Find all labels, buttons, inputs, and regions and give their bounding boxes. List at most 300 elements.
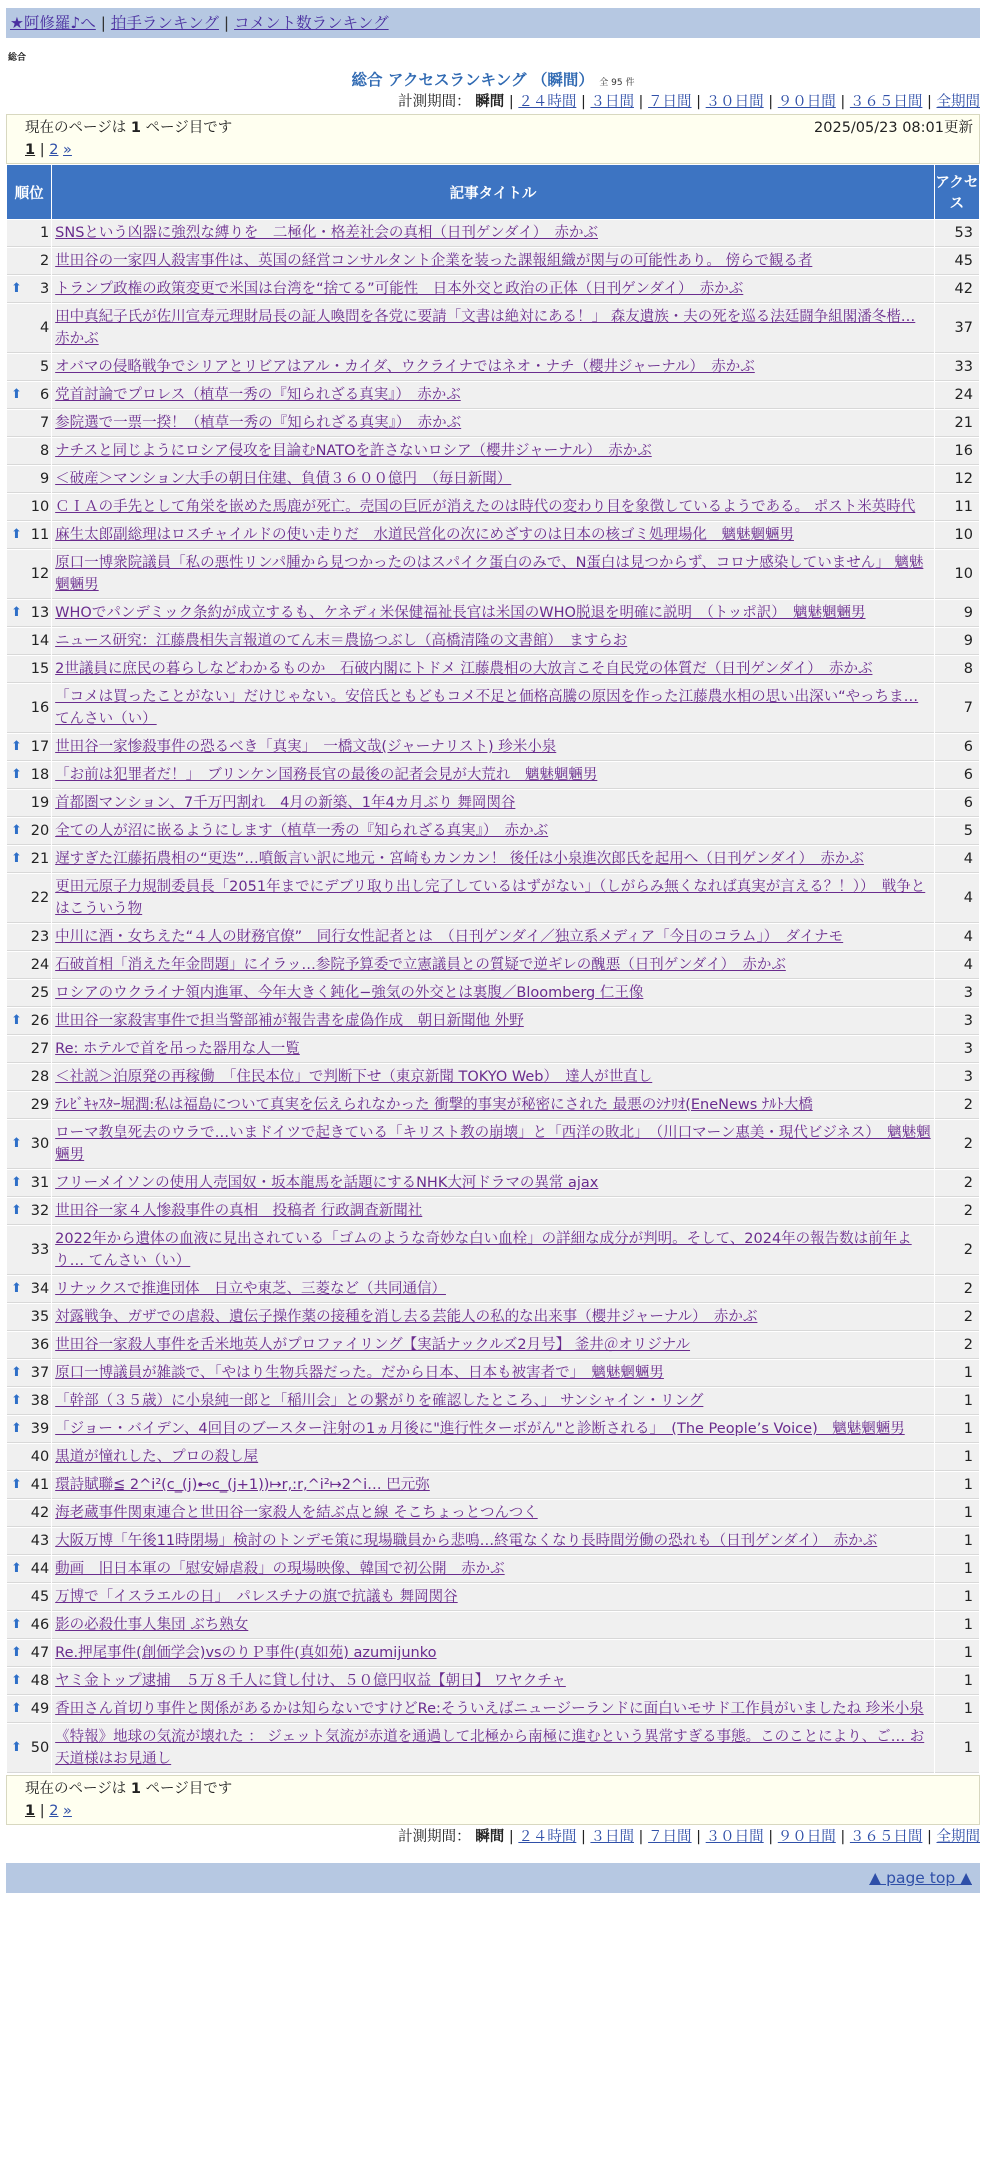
- access-count: 1: [935, 1528, 979, 1555]
- access-count: 1: [935, 1640, 979, 1667]
- rank-up-icon: ⬆: [11, 1281, 22, 1296]
- title-cell: [52, 790, 934, 817]
- rank-cell: [7, 494, 51, 521]
- page-2-link[interactable]: 2: [49, 1803, 59, 1819]
- article-link[interactable]: 石破首相「消えた年金問題」にイラッ…参院予算委で立憲議員との質疑で逆ギレの醜悪（日刊ゲンダイ） 赤かぶ: [55, 957, 786, 973]
- article-link[interactable]: 世田谷一家殺害事件で担当警部補が報告書を虚偽作成 朝日新聞他 外野: [55, 1013, 524, 1029]
- rank-cell: [7, 1008, 51, 1035]
- article-link[interactable]: トランプ政権の政策変更で米国は台湾を“捨てる”可能性 日本外交と政治の正体（日刊ゲンダイ） 赤かぶ: [55, 281, 744, 297]
- article-link[interactable]: 麻生太郎副総理はロスチャイルドの使い走りだ 水道民営化の次にめざすのは日本の核ゴミ処理場化 魑魅魍魎男: [55, 527, 794, 543]
- table-row: [7, 1332, 979, 1359]
- rank-up-icon: ⬆: [11, 1673, 22, 1688]
- rank-number: 22: [30, 890, 50, 906]
- table-row: [7, 382, 979, 409]
- access-count: 2: [935, 1226, 979, 1275]
- period-all-link[interactable]: 全期間: [936, 1829, 980, 1845]
- article-link[interactable]: 参院選で一票一揆！（植草一秀の『知られざる真実』） 赤かぶ: [55, 415, 462, 431]
- top-nav-bar: [6, 8, 980, 38]
- period-3d-link[interactable]: ３日間: [590, 94, 634, 110]
- access-count: 1: [935, 1556, 979, 1583]
- home-link[interactable]: ★阿修羅♪へ: [10, 14, 96, 32]
- article-link[interactable]: リナックスで推進団体 日立や東芝、三菱など（共同通信）: [55, 1281, 446, 1297]
- rank-number: 36: [30, 1337, 50, 1353]
- rank-up-icon: ⬆: [11, 1561, 22, 1576]
- comment-ranking-link[interactable]: コメント数ランキング: [234, 14, 389, 32]
- rank-up-icon: ⬆: [11, 527, 22, 542]
- table-row: [7, 1584, 979, 1611]
- table-row: [7, 1472, 979, 1499]
- pager-bottom: 現在のページは 1 ページ目です 1 | 2 »: [6, 1775, 980, 1825]
- title-cell: [52, 1120, 934, 1169]
- article-link[interactable]: ﾃﾚﾋﾞｷｬｽﾀｰ堀潤:私は福島について真実を伝えられなかった 衝撃的事実が秘密にされた 最悪のｼﾅﾘｵ(EneNews ﾅﾙﾄ大橋: [55, 1097, 813, 1113]
- period-7d-link[interactable]: ７日間: [648, 94, 692, 110]
- rank-number: 37: [30, 1365, 50, 1381]
- rank-number: 31: [30, 1175, 50, 1191]
- title-cell: [52, 1696, 934, 1723]
- title-cell: [52, 410, 934, 437]
- title-cell: [52, 1528, 934, 1555]
- rank-column-header: 順位: [7, 165, 51, 219]
- article-link[interactable]: 更田元原子力規制委員長「2051年までにデブリ取り出し完了しているはずがない」（しがらみ無くなれば真実が言える？！）） 戦争とはこういう物: [55, 879, 926, 917]
- article-link[interactable]: 海老蔵事件関東連合と世田谷一家殺人を結ぶ点と線 そこちょっとつんつく: [55, 1505, 538, 1521]
- table-row: [7, 276, 979, 303]
- title-cell: [52, 220, 934, 247]
- article-link[interactable]: ニュース研究：江藤農相失言報道のてん末＝農協つぶし（高橋清隆の文書館） ますらお: [55, 633, 628, 649]
- title-cell: [52, 276, 934, 303]
- access-count: 2: [935, 1304, 979, 1331]
- rank-cell: [7, 874, 51, 923]
- access-count: 10: [935, 550, 979, 599]
- table-row: [7, 790, 979, 817]
- table-row: [7, 466, 979, 493]
- rank-cell: [7, 438, 51, 465]
- article-link[interactable]: 影の必殺仕事人集団 ぶち熟女: [55, 1617, 249, 1633]
- rank-cell: [7, 1388, 51, 1415]
- article-link[interactable]: フリーメイソンの使用人売国奴・坂本龍馬を話題にするNHK大河ドラマの異常 ajax: [55, 1175, 599, 1191]
- rank-number: 13: [30, 605, 50, 621]
- rank-number: 18: [30, 767, 50, 783]
- article-link[interactable]: ナチスと同じようにロシア侵攻を目論むNATOを許さないロシア（櫻井ジャーナル） 赤かぶ: [55, 443, 652, 459]
- title-cell: [52, 1360, 934, 1387]
- article-link[interactable]: 「幹部（３５歳）に小泉純一郎と「稲川会」との繋がりを確認したところ、」 サンシャイン・リング: [55, 1393, 704, 1409]
- rank-cell: [7, 1226, 51, 1275]
- period-30d-link[interactable]: ３０日間: [705, 1829, 764, 1845]
- rank-number: 50: [30, 1740, 50, 1756]
- category-label: 総合: [8, 53, 27, 63]
- rank-number: 15: [30, 661, 50, 677]
- period-24h-link[interactable]: ２４時間: [518, 94, 577, 110]
- rank-number: 10: [30, 499, 50, 515]
- rank-cell: [7, 684, 51, 733]
- access-count: 1: [935, 1724, 979, 1773]
- access-count: 9: [935, 600, 979, 627]
- rank-number: 16: [30, 700, 50, 716]
- article-link[interactable]: ＜破産＞マンション大手の朝日住建、負債３６００億円 （毎日新聞）: [55, 471, 512, 487]
- access-count: 45: [935, 248, 979, 275]
- table-row: [7, 410, 979, 437]
- rank-up-icon: ⬆: [11, 1645, 22, 1660]
- access-count: 4: [935, 952, 979, 979]
- period-all-link[interactable]: 全期間: [936, 94, 980, 110]
- rank-cell: [7, 1612, 51, 1639]
- table-row: [7, 924, 979, 951]
- rank-cell: [7, 1036, 51, 1063]
- article-link[interactable]: Re.押尾事件(創価学会)vsのりＰ事件(真如苑) azumijunko: [55, 1645, 437, 1661]
- access-count: 7: [935, 684, 979, 733]
- article-link[interactable]: ヤミ金トップ逮捕 ５万８千人に貸し付け、５０億円収益【朝日】 ワヤクチャ: [55, 1673, 566, 1689]
- rank-cell: [7, 550, 51, 599]
- table-row: [7, 248, 979, 275]
- rank-cell: [7, 304, 51, 353]
- access-count: 1: [935, 1472, 979, 1499]
- title-cell: [52, 628, 934, 655]
- title-cell: [52, 1556, 934, 1583]
- title-cell: [52, 734, 934, 761]
- rank-cell: [7, 818, 51, 845]
- table-row: [7, 874, 979, 923]
- article-link[interactable]: 遅すぎた江藤拓農相の“更迭”…噴飯言い訳に地元・宮崎もカンカン！ 後任は小泉進次郎氏を起用へ（日刊ゲンダイ） 赤かぶ: [55, 851, 864, 867]
- rank-cell: [7, 1416, 51, 1443]
- article-link[interactable]: SNSという凶器に強烈な縛りを 二極化・格差社会の真相（日刊ゲンダイ） 赤かぶ: [55, 225, 599, 241]
- table-row: [7, 1528, 979, 1555]
- rank-up-icon: ⬆: [11, 767, 22, 782]
- title-cell: [52, 1092, 934, 1119]
- period-current: 瞬間: [475, 1829, 505, 1845]
- article-link[interactable]: ローマ教皇死去のウラで…いまドイツで起きている「キリスト教の崩壊」と「西洋の敗北」 （川口マーン惠美・現代ビジネス） 魑魅魍魎男: [55, 1125, 931, 1163]
- title-cell: [52, 1036, 934, 1063]
- table-row: [7, 1612, 979, 1639]
- table-row: [7, 980, 979, 1007]
- bottom-bar: [6, 1863, 980, 1893]
- rank-cell: [7, 952, 51, 979]
- rank-number: 11: [30, 527, 50, 543]
- access-count: 4: [935, 924, 979, 951]
- period-7d-link[interactable]: ７日間: [648, 1829, 692, 1845]
- ranking-table-body: [7, 220, 979, 1773]
- table-row: [7, 522, 979, 549]
- title-cell: [52, 924, 934, 951]
- period-3d-link[interactable]: ３日間: [590, 1829, 634, 1845]
- rank-number: 35: [30, 1309, 50, 1325]
- rank-cell: [7, 1120, 51, 1169]
- article-link[interactable]: 環詩賦聯≦ 2^i²(c_(j)⊷c_(j+1))↦r,:r,^i²↦2^i… 巴元弥: [55, 1477, 430, 1493]
- period-90d-link[interactable]: ９０日間: [777, 94, 836, 110]
- table-row: [7, 1036, 979, 1063]
- title-cell: [52, 354, 934, 381]
- title-cell: [52, 1444, 934, 1471]
- title-cell: [52, 1008, 934, 1035]
- table-row: [7, 684, 979, 733]
- rank-number: 2: [39, 253, 50, 269]
- article-link[interactable]: 2022年から遺体の血液に見出されている「ゴムのような奇妙な白い血栓」の詳細な成分が判明。そして、2024年の報告数は前年より… てんさい（い）: [55, 1231, 912, 1269]
- table-row: [7, 1304, 979, 1331]
- access-count: 11: [935, 494, 979, 521]
- rank-up-icon: ⬆: [11, 823, 22, 838]
- title-cell: [52, 874, 934, 923]
- access-count: 6: [935, 762, 979, 789]
- rank-up-icon: ⬆: [11, 1365, 22, 1380]
- article-link[interactable]: 田中真紀子氏が佐川宣寿元理財局長の証人喚問を各党に要請「文書は絶対にある！」 森友遺族・夫の死を巡る法廷闘争組閣潘冬楷… 赤かぶ: [55, 309, 916, 347]
- rank-cell: [7, 1198, 51, 1225]
- article-link[interactable]: ロシアのウクライナ領内進軍、今年大きく鈍化−強気の外交とは裏腹／Bloomberg 仁王像: [55, 985, 644, 1001]
- page-title: [6, 68, 980, 90]
- rank-up-icon: ⬆: [11, 1477, 22, 1492]
- article-link[interactable]: WHOでパンデミック条約が成立するも、ケネディ米保健福祉長官は米国のWHO脱退を明確に説明 （トッポ訳） 魑魅魍魎男: [55, 605, 866, 621]
- rank-up-icon: ⬆: [11, 1740, 22, 1755]
- rank-number: 8: [39, 443, 50, 459]
- rank-number: 34: [30, 1281, 50, 1297]
- table-row: [7, 1276, 979, 1303]
- current-page-text: 現在のページは 1 ページ目です: [25, 1781, 233, 1797]
- title-cell: [52, 656, 934, 683]
- rank-cell: [7, 1640, 51, 1667]
- table-row: [7, 220, 979, 247]
- article-link[interactable]: 2世議員に庶民の暮らしなどわかるものか 石破内閣にトドメ 江藤農相の大放言こそ自民党の体質だ（日刊ゲンダイ） 赤かぶ: [55, 661, 873, 677]
- access-count: 4: [935, 846, 979, 873]
- article-link[interactable]: 大阪万博「午後11時閉場」検討のトンデモ策に現場職員から悲鳴…終電なくなり長時間労働の恐れも（日刊ゲンダイ） 赤かぶ: [55, 1533, 878, 1549]
- article-link[interactable]: 世田谷一家殺人事件を舌米地英人がプロファイリング【実話ナックルズ2月号】 釜井＠オリジナル: [55, 1337, 691, 1353]
- title-cell: [52, 1226, 934, 1275]
- article-link[interactable]: オバマの侵略戦争でシリアとリビアはアル・カイダ、ウクライナではネオ・ナチ（櫻井ジャーナル） 赤かぶ: [55, 359, 755, 375]
- table-row: [7, 354, 979, 381]
- rank-number: 27: [30, 1041, 50, 1057]
- rank-number: 24: [30, 957, 50, 973]
- page-1-link[interactable]: 1: [25, 1803, 36, 1819]
- rank-number: 49: [30, 1701, 50, 1717]
- table-row: [7, 494, 979, 521]
- table-row: [7, 1668, 979, 1695]
- rank-number: 40: [30, 1449, 50, 1465]
- article-link[interactable]: 首都圏マンション、7千万円割れ 4月の新築、1年4カ月ぶり 舞岡関谷: [55, 795, 516, 811]
- rank-cell: [7, 656, 51, 683]
- article-link[interactable]: 万博で「イスラエルの日」 パレスチナの旗で抗議も 舞岡関谷: [55, 1589, 458, 1605]
- clap-ranking-link[interactable]: 拍手ランキング: [110, 14, 219, 32]
- article-link[interactable]: ＜社説＞泊原発の再稼働 「住民本位」で判断下せ（東京新聞 TOKYO Web） 達人が世直し: [55, 1069, 653, 1085]
- rank-cell: [7, 1064, 51, 1091]
- rank-cell: [7, 1584, 51, 1611]
- article-link[interactable]: 世田谷の一家四人殺害事件は、英国の経営コンサルタント企業を装った課報組織が関与の可能性あり。 傍らで観る者: [55, 253, 813, 269]
- article-link[interactable]: 世田谷一家惨殺事件の恐るべき「真実」 一橋文哉(ジャーナリスト) 珍米小泉: [55, 739, 557, 755]
- article-link[interactable]: ＣＩＡの手先として角栄を嵌めた馬鹿が死亡。売国の巨匠が消えたのは時代の変わり目を象徴しているようである。 ポスト米英時代: [55, 499, 916, 515]
- rank-cell: [7, 522, 51, 549]
- article-link[interactable]: 中川に酒・女ちえた“４人の財務官僚” 同行女性記者とは （日刊ゲンダイ／独立系メディア「今日のコラム」） ダイナモ: [55, 929, 844, 945]
- title-cell: [52, 466, 934, 493]
- title-cell: [52, 1612, 934, 1639]
- rank-cell: [7, 276, 51, 303]
- updated-timestamp: 2025/05/23 08:01更新: [814, 120, 973, 136]
- rank-number: 6: [39, 387, 50, 403]
- current-page-text: 現在のページは 1 ページ目です: [25, 120, 233, 136]
- rank-number: 9: [39, 471, 50, 487]
- access-count: 10: [935, 522, 979, 549]
- rank-cell: [7, 1556, 51, 1583]
- rank-number: 3: [39, 281, 50, 297]
- period-current: 瞬間: [475, 94, 505, 110]
- title-cell: [52, 1064, 934, 1091]
- title-cell: [52, 494, 934, 521]
- title-cell: [52, 1500, 934, 1527]
- article-link[interactable]: 「ジョー・バイデン、4回目のブースター注射の1ヵ月後に"進行性ターボがん"と診断される」 (The People’s Voice) 魑魅魍魎男: [55, 1421, 905, 1437]
- table-row: [7, 1008, 979, 1035]
- period-365d-link[interactable]: ３６５日間: [849, 94, 923, 110]
- rank-number: 23: [30, 929, 50, 945]
- rank-cell: [7, 600, 51, 627]
- article-link[interactable]: 黒道が憧れした、プロの殺し屋: [55, 1449, 259, 1465]
- article-link[interactable]: Re: ホテルで首を吊った器用な人一覧: [55, 1041, 300, 1057]
- table-row: [7, 1198, 979, 1225]
- rank-cell: [7, 846, 51, 873]
- rank-number: 5: [39, 359, 50, 375]
- page-1-link[interactable]: 1: [25, 142, 36, 158]
- table-row: [7, 1724, 979, 1773]
- rank-cell: [7, 220, 51, 247]
- table-row: [7, 818, 979, 845]
- period-30d-link[interactable]: ３０日間: [705, 94, 764, 110]
- access-count: 3: [935, 1064, 979, 1091]
- access-count: 3: [935, 980, 979, 1007]
- title-cell: [52, 304, 934, 353]
- rank-number: 48: [30, 1673, 50, 1689]
- access-count: 33: [935, 354, 979, 381]
- title-cell: [52, 684, 934, 733]
- period-365d-link[interactable]: ３６５日間: [849, 1829, 923, 1845]
- rank-cell: [7, 1360, 51, 1387]
- title-cell: [52, 1640, 934, 1667]
- ranking-table: [6, 164, 980, 1774]
- table-row: [7, 1226, 979, 1275]
- article-link[interactable]: 「お前は犯罪者だ！」 ブリンケン国務長官の最後の記者会見が大荒れ 魑魅魍魎男: [55, 767, 598, 783]
- access-count: 1: [935, 1500, 979, 1527]
- table-row: [7, 734, 979, 761]
- rank-number: 14: [30, 633, 50, 649]
- nav-separator: |: [223, 14, 230, 32]
- rank-number: 29: [30, 1097, 50, 1113]
- next-page-link[interactable]: »: [63, 1803, 72, 1819]
- access-count: 1: [935, 1360, 979, 1387]
- access-count: 8: [935, 656, 979, 683]
- title-cell: [52, 952, 934, 979]
- article-link[interactable]: 原口一博衆院議員「私の悪性リンパ腫から見つかったのはスパイク蛋白のみで、N蛋白は見つからず、コロナ感染していません」 魑魅魍魎男: [55, 555, 924, 593]
- page-title-text: 総合 アクセスランキング （瞬間）: [351, 71, 594, 89]
- table-row: [7, 1092, 979, 1119]
- period-label: 計測期間：: [398, 94, 471, 110]
- title-cell: [52, 522, 934, 549]
- rank-cell: [7, 1472, 51, 1499]
- table-row: [7, 1500, 979, 1527]
- rank-up-icon: ⬆: [11, 851, 22, 866]
- access-count: 4: [935, 874, 979, 923]
- title-cell: [52, 550, 934, 599]
- period-90d-link[interactable]: ９０日間: [777, 1829, 836, 1845]
- pager-top: 現在のページは 1 ページ目です 2025/05/23 08:01更新 1 | 2 »: [6, 114, 980, 164]
- title-cell: [52, 818, 934, 845]
- access-count: 2: [935, 1120, 979, 1169]
- period-selector-bottom: 計測期間： 瞬間 | ２４時間 | ３日間 | ７日間 | ３０日間 | ９０日間 | ３６５日間 | 全期間: [398, 1829, 980, 1845]
- title-cell: [52, 846, 934, 873]
- table-row: [7, 762, 979, 789]
- rank-number: 7: [39, 415, 50, 431]
- title-cell: [52, 438, 934, 465]
- article-link[interactable]: 香田さん首切り事件と関係があるかは知らないですけどRe:そういえばニュージーランドに面白いモサド工作員がいましたね 珍米小泉: [55, 1701, 924, 1717]
- table-row: [7, 656, 979, 683]
- access-count: 16: [935, 438, 979, 465]
- rank-number: 21: [30, 851, 50, 867]
- rank-number: 32: [30, 1203, 50, 1219]
- table-row: [7, 1064, 979, 1091]
- rank-cell: [7, 924, 51, 951]
- table-row: [7, 1360, 979, 1387]
- access-count: 2: [935, 1092, 979, 1119]
- nav-separator: |: [100, 14, 106, 32]
- access-count: 2: [935, 1170, 979, 1197]
- item-count: 全 95 件: [599, 78, 635, 88]
- rank-cell: [7, 1528, 51, 1555]
- access-count: 1: [935, 1388, 979, 1415]
- period-24h-link[interactable]: ２４時間: [518, 1829, 577, 1845]
- page-2-link[interactable]: 2: [49, 142, 59, 158]
- rank-up-icon: ⬆: [11, 281, 22, 296]
- table-row: [7, 1120, 979, 1169]
- access-count: 5: [935, 818, 979, 845]
- title-cell: [52, 1170, 934, 1197]
- article-link[interactable]: 対露戦争、ガザでの虐殺、遺伝子操作薬の接種を消し去る芸能人の私的な出来事（櫻井ジャーナル） 赤かぶ: [55, 1309, 758, 1325]
- article-link[interactable]: 「コメは買ったことがない」だけじゃない。安倍氏ともどもコメ不足と価格高騰の原因を作った江藤農水相の思い出深い“やっちま… てんさい（い）: [55, 689, 919, 727]
- rank-number: 20: [30, 823, 50, 839]
- rank-number: 28: [30, 1069, 50, 1085]
- rank-up-icon: ⬆: [11, 605, 22, 620]
- table-row: [7, 304, 979, 353]
- rank-number: 4: [39, 320, 50, 336]
- article-link[interactable]: 全ての人が沼に嵌るようにします（植草一秀の『知られざる真実』） 赤かぶ: [55, 823, 549, 839]
- rank-cell: [7, 466, 51, 493]
- title-cell: [52, 1668, 934, 1695]
- rank-cell: [7, 1444, 51, 1471]
- access-count: 37: [935, 304, 979, 353]
- page-top-link[interactable]: ▲ page top ▲: [869, 1869, 972, 1887]
- access-count: 6: [935, 734, 979, 761]
- table-row: [7, 628, 979, 655]
- title-cell: [52, 980, 934, 1007]
- access-count: 3: [935, 1008, 979, 1035]
- title-cell: [52, 1332, 934, 1359]
- rank-up-icon: ⬆: [11, 1013, 22, 1028]
- title-cell: [52, 600, 934, 627]
- article-link[interactable]: 原口一博議員が雑談で、「やはり生物兵器だった。だから日本、日本も被害者で」 魑魅魍魎男: [55, 1365, 664, 1381]
- rank-up-icon: ⬆: [11, 1701, 22, 1716]
- access-count: 1: [935, 1696, 979, 1723]
- rank-up-icon: ⬆: [11, 1175, 22, 1190]
- table-row: [7, 1696, 979, 1723]
- article-link[interactable]: 党首討論でプロレス（植草一秀の『知られざる真実』） 赤かぶ: [55, 387, 461, 403]
- access-column-header: アクセス: [935, 165, 979, 219]
- title-cell: [52, 1584, 934, 1611]
- title-cell: [52, 382, 934, 409]
- rank-cell: [7, 1276, 51, 1303]
- article-link[interactable]: 《特報》地球の気流が壊れた ： ジェット気流が赤道を通過して北極から南極に進むという異常すぎる事態。このことにより、ご… お天道様はお見通し: [55, 1729, 925, 1767]
- table-row: [7, 952, 979, 979]
- access-count: 6: [935, 790, 979, 817]
- rank-up-icon: ⬆: [11, 387, 22, 402]
- title-column-header: 記事タイトル: [52, 165, 934, 219]
- rank-cell: [7, 248, 51, 275]
- table-row: [7, 438, 979, 465]
- rank-number: 39: [30, 1421, 50, 1437]
- article-link[interactable]: 動画 旧日本軍の「慰安婦虐殺」の現場映像、韓国で初公開 赤かぶ: [55, 1561, 505, 1577]
- table-row: [7, 550, 979, 599]
- next-page-link[interactable]: »: [63, 142, 72, 158]
- rank-up-icon: ⬆: [11, 1421, 22, 1436]
- article-link[interactable]: 世田谷一家４人惨殺事件の真相 投稿者 行政調査新聞社: [55, 1203, 423, 1219]
